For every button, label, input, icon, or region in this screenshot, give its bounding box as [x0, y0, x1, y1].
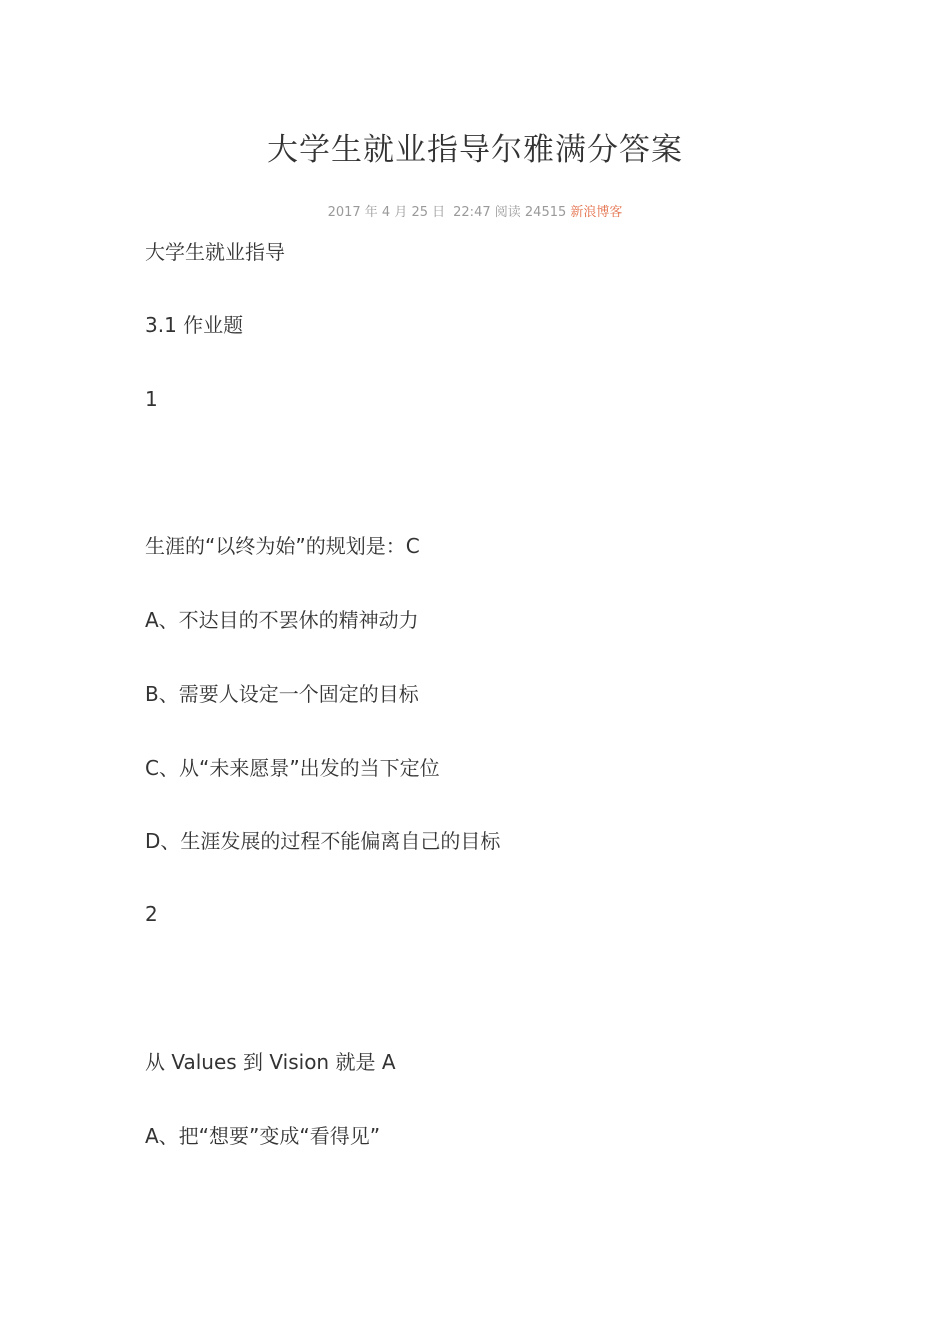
article-meta: [0, 203, 950, 223]
read-label: 阅读: [494, 205, 521, 220]
course-heading: 大学生就业指导: [145, 240, 285, 264]
question-text: 生涯的“以终为始”的规划是：C: [145, 534, 420, 558]
publish-time: 22:47: [453, 205, 491, 220]
read-count: 24515: [524, 205, 567, 220]
source-link[interactable]: 新浪博客: [570, 205, 623, 220]
answer-option: C、从“未来愿景”出发的当下定位: [145, 756, 440, 780]
section-heading: 3.1 作业题: [145, 313, 244, 337]
article-title: 大学生就业指导尔雅满分答案: [267, 132, 683, 168]
answer-option: B、需要人设定一个固定的目标: [145, 682, 419, 706]
question-number: 1: [145, 387, 158, 411]
answer-option: A、不达目的不罢休的精神动力: [145, 608, 419, 632]
publish-date: 2017 年 4 月 25 日: [327, 205, 446, 220]
question-number: 2: [145, 902, 158, 926]
answer-option: D、生涯发展的过程不能偏离自己的目标: [145, 829, 501, 853]
question-text: 从 Values 到 Vision 就是 A: [145, 1050, 396, 1074]
answer-option: A、把“想要”变成“看得见”: [145, 1124, 381, 1148]
